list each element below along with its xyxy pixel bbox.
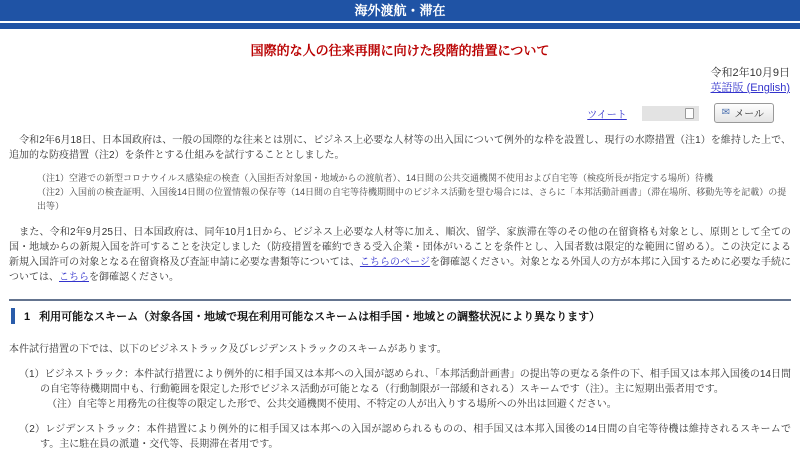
header-accent-strip	[0, 23, 800, 29]
intro-paragraph: 令和2年6月18日、日本国政府は、一般の国際的な往来とは別に、ビジネス上必要な人材等の出入国について例外的な枠を設置し、現行の水際措置（注1）を維持した上で、追加的な防疫措置（注2）を条件とする仕組みを試行することとしました。	[9, 135, 791, 161]
site-header-title: 海外渡航・滞在	[354, 3, 446, 18]
scheme-item-label: （2）	[19, 424, 46, 435]
publish-date: 令和2年10月9日	[710, 67, 790, 79]
broken-image-icon	[685, 108, 694, 119]
section-1-lead: 本件試行措置の下では、以下のビジネストラック及びレジデンストラックのスキームがあります。	[9, 344, 447, 355]
site-header-bar	[0, 0, 800, 23]
scheme-item-residence-track	[9, 422, 791, 452]
this-page-link[interactable]: こちらのページ	[359, 257, 430, 268]
english-version-link[interactable]: 英語版 (English)	[710, 82, 790, 94]
scheme-item-label: （1）	[19, 369, 45, 380]
second-paragraph	[9, 225, 791, 285]
tweet-link[interactable]: ツイート	[587, 109, 627, 121]
second-paragraph-text: また、令和2年9月25日、日本国政府は、同年10月1日から、ビジネス上必要な人材等に加え、順次、留学、家族滞在等のその他の在留資格も対象とし、原則として全ての国・地域からの新規入国を許可することを決定しました（防疫措置を確約できる受入企業・団体がいることを条件とし、入国者数は限定的な範囲に留める）。この決定による新規入国許可の対象となる在留資格及び査証申請に必要な書類等については、	[9, 227, 791, 268]
bookmark-share-widget[interactable]	[642, 106, 699, 121]
mail-button[interactable]	[714, 103, 774, 123]
section-1-heading	[9, 299, 791, 330]
scheme-item-text: レジデンストラック：本件措置により例外的に相手国又は本邦への入国が認められるものの、相手国又は本邦入国後の14日間の自宅等待機は維持されるスキームです。主に駐在員の派遣・交代等、長期滞在者用です。	[40, 424, 791, 450]
second-paragraph-text: を御確認ください。対象となる外国人の方が本邦に入国するために必要な手続については、	[9, 257, 792, 283]
scheme-item-business-track	[9, 367, 791, 397]
page-meta	[0, 66, 800, 96]
procedures-link[interactable]: こちら	[59, 272, 89, 283]
envelope-icon: ✉	[721, 106, 731, 118]
second-paragraph-text: を御確認ください。	[89, 272, 179, 283]
section-1-title: 利用可能なスキーム（対象各国・地域で現在利用可能なスキームは相手国・地域との調整状況により異なります）	[39, 311, 601, 323]
note-1: （注1）空港での新型コロナウイルス感染症の検査（入国拒否対象国・地域からの渡航者）、14日間の公共交通機関不使用および自宅等（検疫所長が指定する場所）待機	[37, 173, 713, 183]
section-1-number: 1	[24, 311, 31, 323]
intro-notes	[37, 171, 791, 213]
scheme-item-business-track-note: （注）自宅等と用務先の往復等の限定した形で、公共交通機関不使用、不特定の人が出入りする場所への外出は回避ください。	[47, 399, 617, 410]
share-row	[0, 105, 774, 121]
mail-button-label: メール	[734, 109, 764, 120]
main-content	[0, 133, 800, 452]
page-title: 国際的な人の往来再開に向けた段階的措置について	[250, 43, 550, 58]
scheme-item-text: ビジネストラック：本件試行措置により例外的に相手国又は本邦への入国が認められ、「本邦活動計画書」の提出等の更なる条件の下、相手国又は本邦入国後の14日間の自宅等待機期間中も、行動範囲を限定した形でビジネス活動が可能となる（行動制限が一部緩和される）スキームです（注）。主に短期出張者用です。	[40, 369, 791, 395]
note-2: （注2）入国前の検査証明、入国後14日間の位置情報の保存等（14日間の自宅等待機期間中のビジネス活動を望む場合には、さらに「本邦活動計画書」（滞在場所、移動先等を記載）の提出等）	[37, 187, 787, 211]
